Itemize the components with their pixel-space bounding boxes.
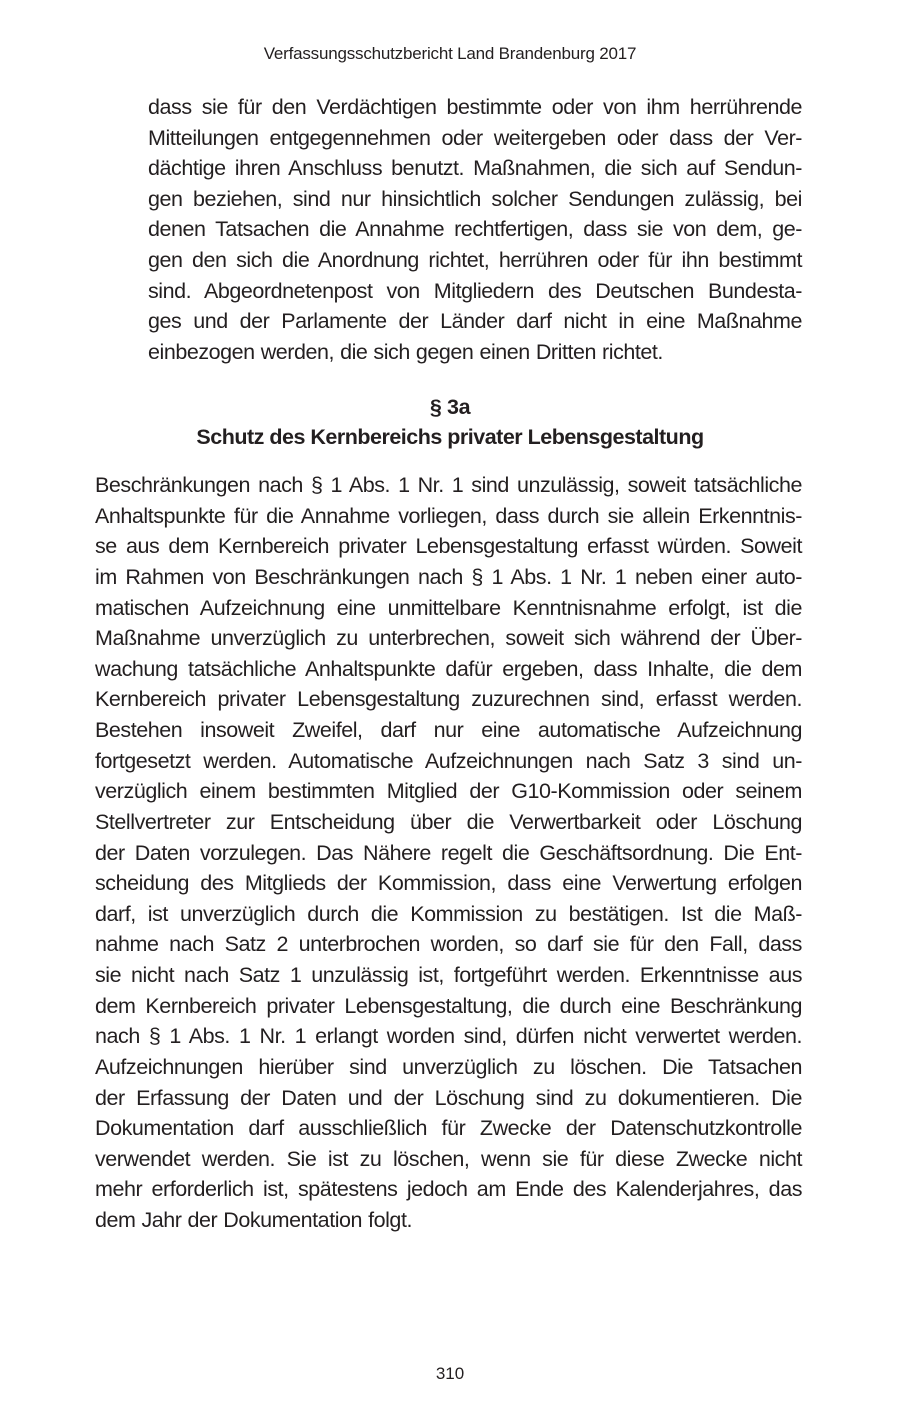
text-line: im Rahmen von Beschränkungen nach § 1 Abs. 1 Nr. 1 neben einer auto- — [95, 564, 802, 589]
text-line: matischen Aufzeichnung eine unmittelbare Kenntnisnahme erfolgt, ist die — [95, 595, 802, 620]
text-line: Beschränkungen nach § 1 Abs. 1 Nr. 1 sind unzulässig, soweit tatsächliche — [95, 473, 802, 497]
text-line: Kernbereich privater Lebensgestaltung zuzurechnen sind, erfasst werden. — [95, 687, 802, 712]
text-line: Anhaltspunkte für die Annahme vorliegen, dass durch sie allein Erkenntnis- — [95, 503, 802, 528]
text-line: Bestehen insoweit Zweifel, darf nur eine automatische Aufzeichnung — [95, 718, 802, 742]
text-line: Mitteilungen entgegennehmen oder weitergeben oder dass der Ver- — [148, 125, 802, 150]
text-line: dem Jahr der Dokumentation folgt. — [95, 1208, 412, 1232]
text-line: der Erfassung der Daten und der Löschung sind zu dokumentieren. Die — [95, 1085, 802, 1110]
continued-paragraph — [148, 92, 802, 367]
text-line: gen den sich die Anordnung richtet, herrühren oder für ihn bestimmt — [148, 247, 802, 272]
text-line: dächtige ihren Anschluss benutzt. Maßnahmen, die sich auf Sendun- — [148, 156, 802, 181]
running-header: Verfassungsschutzbericht Land Brandenburg 2017 — [263, 44, 637, 63]
text-line: ges und der Parlamente der Länder darf nicht in eine Maßnahme — [148, 309, 802, 334]
section-title: Schutz des Kernbereichs privater Lebensgestaltung — [196, 425, 704, 449]
text-line: dass sie für den Verdächtigen bestimmte oder von ihm herrührende — [148, 95, 802, 119]
text-line: nahme nach Satz 2 unterbrochen worden, so darf sie für den Fall, dass — [95, 932, 802, 957]
text-line: sind. Abgeordnetenpost von Mitgliedern des Deutschen Bundesta- — [148, 278, 802, 303]
text-line: mehr erforderlich ist, spätestens jedoch am Ende des Kalenderjahres, das — [95, 1177, 802, 1202]
text-line: denen Tatsachen die Annahme rechtfertigen, dass sie von dem, ge- — [148, 217, 802, 242]
text-line: se aus dem Kernbereich privater Lebensgestaltung erfasst würden. Soweit — [95, 534, 802, 559]
text-line: gen beziehen, sind nur hinsichtlich solcher Sendungen zulässig, bei — [148, 186, 802, 211]
text-line: wachung tatsächliche Anhaltspunkte dafür ergeben, dass Inhalte, die dem — [95, 656, 802, 681]
page-number: 310 — [435, 1364, 465, 1383]
text-line: nach § 1 Abs. 1 Nr. 1 erlangt worden sind, dürfen nicht verwertet werden. — [95, 1024, 802, 1049]
text-line: Aufzeichnungen hierüber sind unverzüglich zu löschen. Die Tatsachen — [95, 1054, 802, 1079]
text-line: einbezogen werden, die sich gegen einen Dritten richtet. — [148, 339, 663, 364]
text-line: fortgesetzt werden. Automatische Aufzeichnungen nach Satz 3 sind un- — [95, 748, 802, 773]
text-line: Dokumentation darf ausschließlich für Zwecke der Datenschutzkontrolle — [95, 1116, 802, 1141]
section-number: § 3a — [429, 395, 471, 419]
text-line: sie nicht nach Satz 1 unzulässig ist, fortgeführt werden. Erkenntnisse aus — [95, 963, 802, 987]
text-line: dem Kernbereich privater Lebensgestaltung, die durch eine Beschränkung — [95, 993, 802, 1018]
text-line: verzüglich einem bestimmten Mitglied der G10-Kommission oder seinem — [95, 779, 802, 804]
text-line: scheidung des Mitglieds der Kommission, dass eine Verwertung erfolgen — [95, 871, 802, 896]
text-line: darf, ist unverzüglich durch die Kommission zu bestätigen. Ist die Maß- — [95, 901, 802, 926]
text-line: der Daten vorzulegen. Das Nähere regelt die Geschäftsordnung. Die Ent- — [95, 840, 802, 865]
text-line: Maßnahme unverzüglich zu unterbrechen, soweit sich während der Über- — [95, 626, 802, 651]
text-line: verwendet werden. Sie ist zu löschen, wenn sie für diese Zwecke nicht — [95, 1146, 802, 1171]
text-line: Stellvertreter zur Entscheidung über die Verwertbarkeit oder Löschung — [95, 809, 802, 834]
section-paragraph — [95, 470, 802, 1236]
